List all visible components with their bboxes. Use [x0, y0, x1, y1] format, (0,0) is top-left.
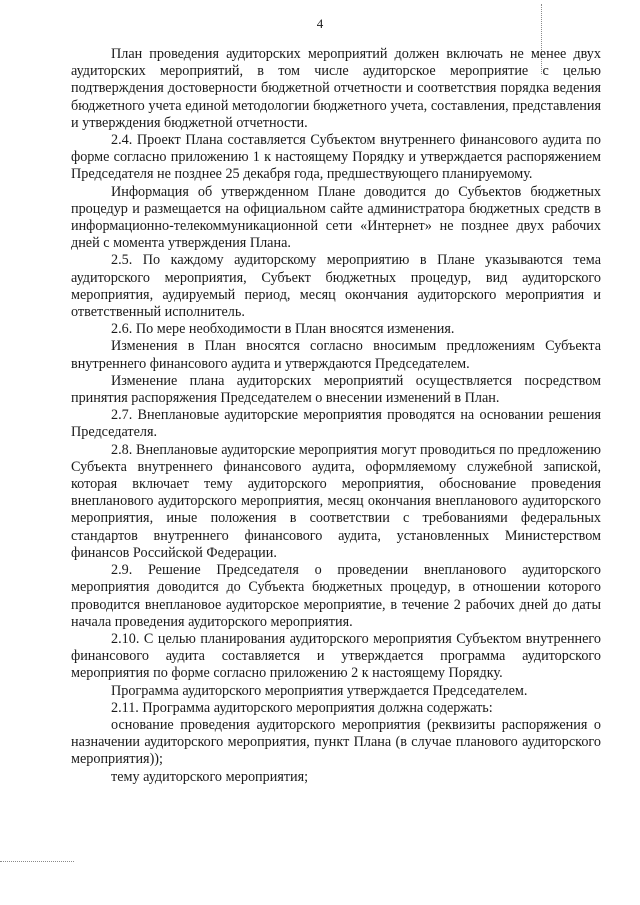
document-text [71, 46, 601, 786]
paragraph: Изменения в План вносятся согласно вносимым предложениям Субъекта внутреннего финансового аудита и утверждаются Председателем. [71, 338, 601, 372]
paragraph: Изменение плана аудиторских мероприятий осуществляется посредством принятия распоряжения Председателем о внесении изменений в План. [71, 372, 601, 407]
paragraph: 2.7. Внеплановые аудиторские мероприятия проводятся на основании решения Председателя. [71, 407, 601, 441]
paragraph: Информация об утвержденном Плане доводится до Субъектов бюджетных процедур и размещается на официальном сайте администратора бюджетных средств в информационно-телекоммуникационной сети «Интернет» не позднее двух рабочих дней с момента утверждения Плана. [71, 183, 601, 252]
paragraph: 2.8. Внеплановые аудиторские мероприятия могут проводиться по предложению Субъекта внутреннего финансового аудита, оформляемому служебной запиской, которая включает тему аудиторского мероприятия, обоснование проведения внепланового аудиторского мероприятия, месяц окончания внепланового аудиторского мероприятия, иные положения в соответствии с требованиями федеральных стандартов внутреннего финансового аудита, установленных Министерством финансов Российской Федерации. [71, 441, 601, 561]
paragraph: 2.9. Решение Председателя о проведении внепланового аудиторского мероприятия доводится до Субъекта бюджетных процедур, в отношении которого проводится внеплановое аудиторское мероприятие, в течение 2 рабочих дней до даты начала проведения аудиторского мероприятия. [71, 562, 601, 630]
paragraph: основание проведения аудиторского мероприятия (реквизиты распоряжения о назначении аудиторского мероприятия, пункт Плана (в случае планового аудиторского мероприятия)); [71, 716, 601, 768]
paragraph: 2.6. По мере необходимости в План вносятся изменения. [111, 321, 455, 338]
bottom-rule [0, 861, 74, 862]
paragraph: 2.10. С целью планирования аудиторского мероприятия Субъектом внутреннего финансового аудита составляется и утверждается программа аудиторского мероприятия по форме согласно приложению 2 к настоящему Порядку. [71, 630, 601, 682]
paragraph: 2.5. По каждому аудиторскому мероприятию в Плане указываются тема аудиторского мероприятия, Субъект бюджетных процедур, вид аудиторского мероприятия, аудируемый период, месяц окончания аудиторского мероприятия и ответственный исполнитель. [71, 252, 601, 321]
paragraph: тему аудиторского мероприятия; [111, 768, 309, 785]
page-number: 4 [316, 16, 324, 31]
paragraph: 2.11. Программа аудиторского мероприятия должна содержать: [111, 699, 493, 716]
paragraph: Программа аудиторского мероприятия утверждается Председателем. [111, 682, 528, 699]
paragraph: План проведения аудиторских мероприятий должен включать не менее двух аудиторских мероприятий, в том числе аудиторское мероприятие с целью подтверждения достоверности бюджетной отчетности и соответствия порядка ведения бюджетного учета единой методологии бюджетного учета, составления, представления и утверждения бюджетной отчетности. [71, 46, 601, 131]
paragraph: 2.4. Проект Плана составляется Субъектом внутреннего финансового аудита по форме согласно приложению 1 к настоящему Порядку и утверждается распоряжением Председателя не позднее 25 декабря года, предшествующего планируемому. [71, 132, 601, 183]
